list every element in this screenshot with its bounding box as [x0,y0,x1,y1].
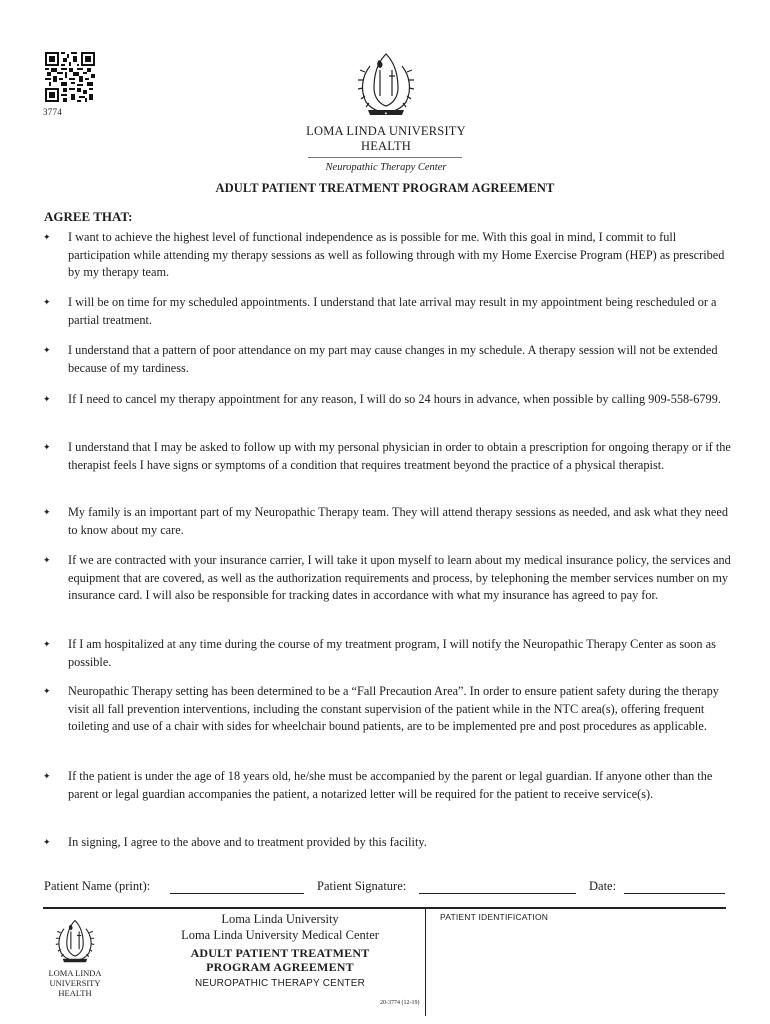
org-name-line2: HEALTH [360,139,412,153]
document-title: ADULT PATIENT TREATMENT PROGRAM AGREEMENT [215,181,555,195]
bullet-icon: ✦ [43,686,51,696]
agreement-item [43,504,733,539]
agreement-item-text: If we are contracted with your insurance carrier, I will take it upon myself to learn about my medical insurance policy, the services and equipment that are covered, as well as the authorization requirements and process, by telephoning the member services number on my insurance card. I will also be responsible for tracking dates in accordance with what my insurance has agreed to pay for. [68,553,731,602]
agreement-item [43,636,733,671]
org-name [250,124,522,154]
bullet-icon: ✦ [43,345,51,355]
agreement-item-text: My family is an important part of my Neuropathic Therapy team. They will attend therapy sessions as needed, and ask what they need to know about my care. [68,505,728,537]
header-divider [308,157,462,158]
agreement-item [43,552,733,605]
footer-brand [40,968,110,998]
agreement-item-text: If I am hospitalized at any time during the course of my treatment program, I will notify the Neuropathic Therapy Center as soon as possible. [68,637,716,669]
bullet-icon: ✦ [43,837,51,847]
agreement-item [43,294,733,329]
university-crest-icon [348,48,424,120]
agreement-item-text: In signing, I agree to the above and to treatment provided by this facility. [68,835,427,849]
patient-signature-label: Patient Signature: [317,879,407,893]
bullet-icon: ✦ [43,442,51,452]
agreement-item-text: Neuropathic Therapy setting has been determined to be a “Fall Precaution Area”. In order to ensure patient safety during the therapy visit all fall prevention interventions, including the constant supervision of the patient while in the NTC area(s), offering frequent toileting and use of a chair with sides for wheelchair bound patients, are to be implemented pre and post procedures as applicable. [68,684,719,733]
agreement-item [43,342,733,377]
footer-org-line1: Loma Linda University [221,912,339,926]
date-field[interactable] [624,893,725,894]
svg-text:◆: ◆ [384,111,388,115]
patient-name-field[interactable] [170,893,304,894]
agreement-item-text: I understand that I may be asked to follow up with my personal physician in order to obtain a prescription for ongoing therapy or if the therapist feels I have signs or symptoms of a condition that requires treatment beyond the practice of a physical therapist. [68,440,731,472]
footer-title-line2: PROGRAM AGREEMENT [206,960,354,974]
footer-department: NEUROPATHIC THERAPY CENTER [194,978,366,989]
patient-name-label: Patient Name (print): [44,879,151,893]
footer-brand-line1: LOMA LINDA [48,968,102,978]
footer-title-line1: ADULT PATIENT TREATMENT [190,946,370,960]
bullet-icon: ✦ [43,232,51,242]
department-name: Neuropathic Therapy Center [325,162,447,173]
agreement-item [43,768,733,803]
agreement-item-text: I want to achieve the highest level of functional independence as is possible for me. With this goal in mind, I commit to full participation while attending my therapy sessions as well as following through with my Home Exercise Program (HEP) as prescribed by my therapy team. [68,230,725,279]
agreement-item-text: I will be on time for my scheduled appointments. I understand that late arrival may result in my appointment being rescheduled or a partial treatment. [68,295,717,327]
agreement-item [43,834,733,852]
agreement-item-text: If the patient is under the age of 18 years old, he/she must be accompanied by the parent or legal guardian. If anyone other than the parent or legal guardian accompanies the patient, a notarized letter will be required for the patient to receive service(s). [68,769,713,801]
agree-heading: AGREE THAT: [44,209,133,224]
form-code: 20-3774 (12-19) [380,1000,420,1006]
signature-row [44,879,744,897]
patient-identification-label: PATIENT IDENTIFICATION [440,912,549,922]
footer-brand-line2: UNIVERSITY [49,978,101,988]
agreement-item-text: I understand that a pattern of poor attendance on my part may cause changes in my schedule. A therapy session will not be extended because of my tardiness. [68,343,718,375]
university-crest-icon [49,916,101,966]
bullet-icon: ✦ [43,394,51,404]
qr-code-icon [45,52,95,102]
form-number: 3774 [43,107,63,117]
bullet-icon: ✦ [43,297,51,307]
date-label: Date: [589,879,617,893]
bullet-icon: ✦ [43,507,51,517]
agreement-item [43,391,733,409]
org-name-line1: LOMA LINDA UNIVERSITY [306,124,466,138]
bullet-icon: ✦ [43,555,51,565]
bullet-icon: ✦ [43,639,51,649]
agreement-item [43,439,733,474]
footer-brand-line3: HEALTH [58,988,92,998]
footer-org-line2: Loma Linda University Medical Center [181,928,379,942]
footer-column-divider [425,908,426,1016]
agreement-item [43,683,733,736]
footer-divider [43,907,726,909]
agreement-item [43,229,733,282]
agreement-item-text: If I need to cancel my therapy appointment for any reason, I will do so 24 hours in advance, when possible by calling 909-558-6799. [68,392,721,406]
footer-center-block [140,911,420,989]
patient-signature-field[interactable] [419,893,576,894]
bullet-icon: ✦ [43,771,51,781]
